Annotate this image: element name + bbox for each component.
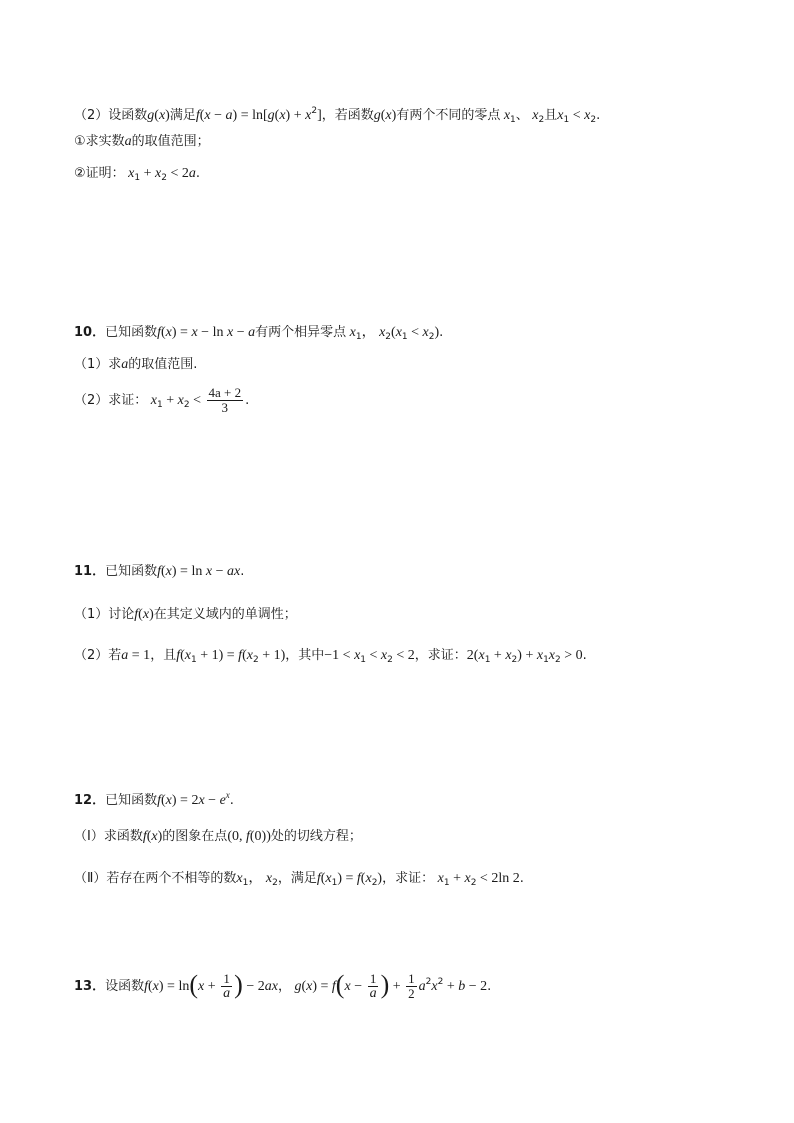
q10-stem: 10．已知函数f(x) = x − ln x − a有两个相异零点 $x_1$， $x_2(x_1 < x_2)$. [74,325,444,342]
q10-part1: （1）求a的取值范围. [74,357,198,372]
q12-part1: （Ⅰ）求函数f(x)的图象在点(0, f(0))处的切线方程； [74,829,362,844]
q9-sub1: ①求实数a的取值范围； [74,134,210,149]
q13-stem: 13．设函数f(x) = ln(x + $\frac{1}{a}$ ) − 2ax， g(x) = f(x − $\frac{1}{a}$ ) + $\frac{1}{2}$ $a^2x^2 + b - 2$. [74,969,492,1001]
q12-stem: 12．已知函数$f(x) = 2x - e^x$. [74,790,234,808]
q10-part2: （2）求证： $x_1 + x_2$ < $\frac{4a + 2}{3}$ . [74,385,250,415]
q12-part2: （Ⅱ）若存在两个不相等的数$x_1$， $x_2$，满足$f(x_1) = f(x_2)$，求证： $x_1 + x_2 < 2\ln$ 2. [74,871,524,888]
q11-part1: （1）讨论f(x)在其定义域内的单调性； [74,607,297,622]
q9-part2: （2）设函数g(x)满足$f(x - a) = \ln[g(x) + x^2]$，若函数g(x)有两个不同的零点 $x_1$、 $x_2$且$x_1 < x_2$. [74,106,601,125]
q10-fraction: $\frac{4a + 2}{3}$ [208,385,242,415]
q11-part2: （2）若a = 1，且$f(x_1 + 1) = f(x_2 + 1)$，其中$-1 < x_1 < x_2 < 2$，求证：$2(x_1 + x_2) + x_1x_2 > 0$. [74,648,587,665]
q9-sub2: ②证明： $x_1 + x_2 < 2a$. [74,166,201,183]
q11-stem: 11．已知函数f(x) = ln x − ax. [74,564,245,579]
